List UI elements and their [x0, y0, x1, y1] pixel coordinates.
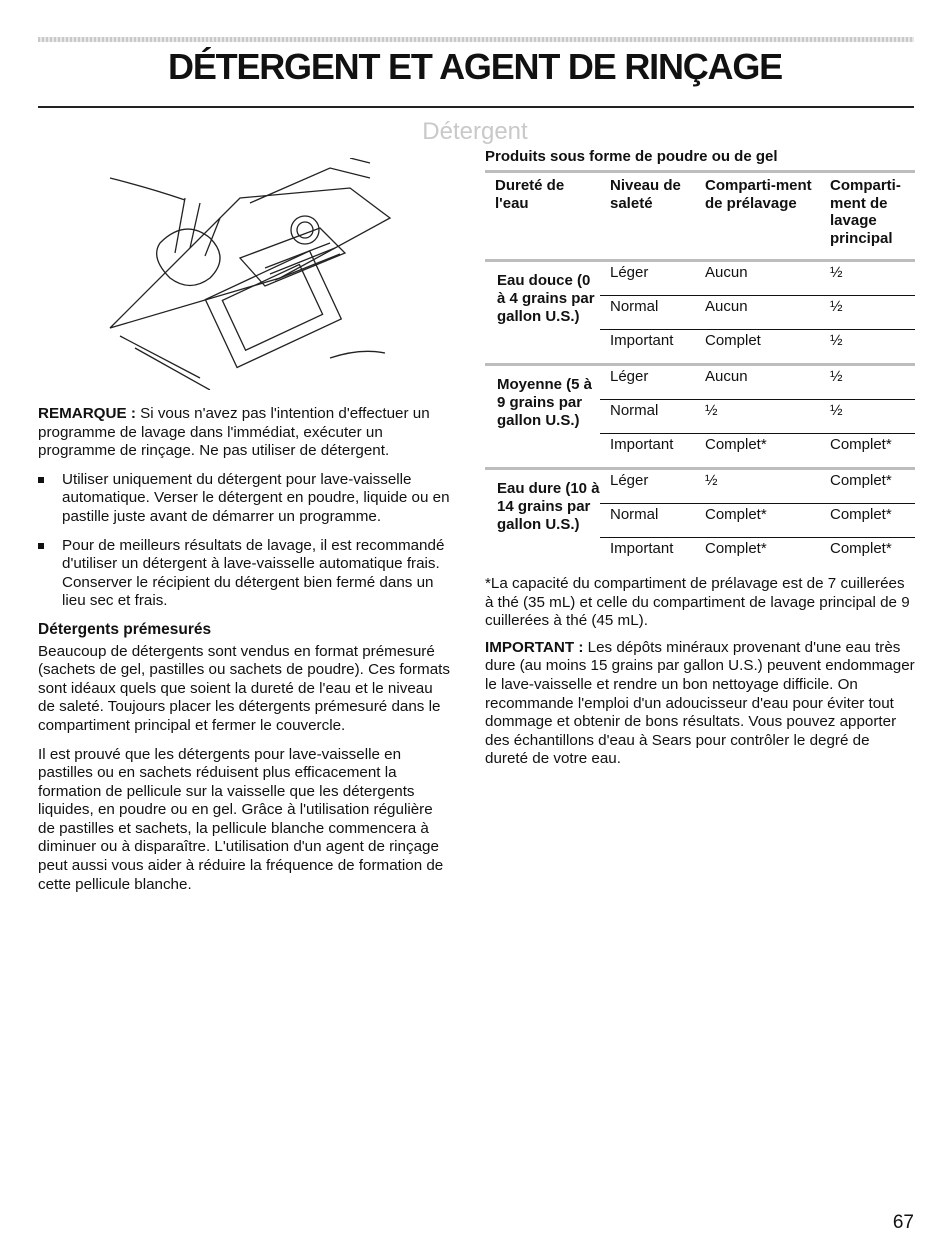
- hardness-cell: Eau douce (0 à 4 grains par gallon U.S.): [485, 261, 600, 365]
- soil-level-cell: Important: [610, 540, 674, 557]
- soil-level-cell: Léger: [600, 365, 695, 400]
- table-caption: Produits sous forme de poudre ou de gel: [485, 148, 778, 165]
- remark-label: REMARQUE :: [38, 405, 136, 422]
- soil-level-cell: Important: [610, 436, 674, 453]
- page-title: DÉTERGENT ET AGENT DE RINÇAGE: [168, 46, 782, 87]
- table-header-row: [485, 172, 915, 261]
- section-heading: Détergent: [422, 118, 528, 145]
- important-text: Les dépôts minéraux provenant d'une eau très dure (au moins 15 grains par gallon U.S.) peuvent endommager le lave-vaisselle et rendre un bon nettoyage difficile. On recommande l'emploi d'un adoucisseur d'eau pour éviter tout dommage et obtenir de bons résultats. Vous pouvez apporter des échantillons d'eau à Sears pour contrôler le degré de dureté de votre eau.: [485, 638, 915, 768]
- main-wash-cell: ½: [830, 332, 843, 349]
- right-notes: [485, 575, 915, 769]
- bullet-square-icon: [38, 477, 44, 483]
- left-column: [38, 405, 453, 904]
- prewash-cell: Complet*: [695, 504, 820, 538]
- header-main-wash: Comparti-ment de lavage principal: [820, 172, 915, 261]
- hardness-cell: Moyenne (5 à 9 grains par gallon U.S.): [485, 365, 600, 469]
- bullet-square-icon: [38, 543, 44, 549]
- prewash-cell: ½: [695, 469, 820, 504]
- header-hardness: Dureté de l'eau: [485, 172, 600, 261]
- page-number: 67: [892, 1212, 914, 1233]
- paragraph: Beaucoup de détergents sont vendus en format prémesuré (sachets de gel, pastilles ou sachets de poudre). Ces formats sont idéaux quels que soient la dureté de l'eau et le niveau de saleté. Toujours placer les détergents prémesuré dans le compartiment principal et fermer le couvercle.: [38, 642, 450, 734]
- main-wash-cell: ½: [820, 296, 915, 330]
- bullet-item: [38, 471, 453, 527]
- prewash-cell: ½: [695, 400, 820, 434]
- subheading-premeasured: Détergents prémesurés: [38, 620, 212, 638]
- paragraph: Il est prouvé que les détergents pour lave-vaisselle en pastilles ou en sachets réduisent plus efficacement la formation de pellicule sur la vaisselle que les détergents liquides, en poudre ou en gel. Grâce à l'utilisation régulière de pastilles et sachets, la pellicule blanche commencera à diminuer ou à disparaître. L'utilisation d'un agent de rinçage peut aussi vous aider à réduire la fréquence de formation de cette pellicule blanche.: [38, 745, 444, 893]
- header-soil-level: Niveau de saleté: [600, 172, 695, 261]
- remark-paragraph: [38, 405, 453, 461]
- prewash-cell: Complet: [705, 332, 761, 349]
- important-label: IMPORTANT :: [485, 638, 584, 656]
- main-wash-cell: Complet*: [820, 469, 915, 504]
- main-wash-cell: ½: [820, 365, 915, 400]
- hardness-cell: Eau dure (10 à 14 grains par gallon U.S.): [485, 469, 600, 572]
- soil-level-cell: Important: [610, 332, 674, 349]
- right-column: [485, 148, 915, 777]
- footnote: *La capacité du compartiment de prélavage est de 7 cuillerées à thé (35 mL) et celle du compartiment de lavage principal de 9 cuillerées à thé (45 mL).: [485, 575, 910, 630]
- top-decorative-bar: [38, 37, 914, 42]
- table-row: [485, 365, 915, 400]
- main-wash-cell: Complet*: [820, 504, 915, 538]
- detergent-dispenser-illustration: [90, 158, 400, 390]
- soil-level-cell: Léger: [600, 261, 695, 296]
- table-row: [485, 261, 915, 296]
- bullet-text: Utiliser uniquement du détergent pour lave-vaisselle automatique. Verser le détergent en poudre, liquide ou en pastille juste avant de démarrer un programme.: [62, 470, 450, 525]
- prewash-cell: Complet*: [705, 436, 767, 453]
- prewash-cell: Complet*: [705, 540, 767, 557]
- soil-level-cell: Normal: [600, 296, 695, 330]
- title-rule: [38, 106, 914, 108]
- main-wash-cell: Complet*: [830, 436, 892, 453]
- soil-level-cell: Normal: [600, 400, 695, 434]
- soil-level-cell: Léger: [600, 469, 695, 504]
- table-row: [485, 469, 915, 504]
- prewash-cell: Aucun: [695, 296, 820, 330]
- main-wash-cell: ½: [820, 261, 915, 296]
- prewash-cell: Aucun: [695, 261, 820, 296]
- important-paragraph: [485, 639, 915, 769]
- soil-level-cell: Normal: [600, 504, 695, 538]
- bullet-text: Pour de meilleurs résultats de lavage, il est recommandé d'utiliser un détergent à lave-vaisselle automatique frais. Conserver le récipient du détergent bien fermé dans un lieu sec et frais.: [62, 536, 445, 610]
- bullet-item: [38, 537, 453, 611]
- main-wash-cell: Complet*: [830, 540, 892, 557]
- main-wash-cell: ½: [820, 400, 915, 434]
- detergent-table: [485, 170, 915, 571]
- remark-text: Si vous n'avez pas l'intention d'effectuer un programme de lavage dans l'immédiat, exécuter un programme de rinçage. Ne pas utiliser de détergent.: [38, 405, 430, 460]
- prewash-cell: Aucun: [695, 365, 820, 400]
- header-prewash: Comparti-ment de prélavage: [695, 172, 820, 261]
